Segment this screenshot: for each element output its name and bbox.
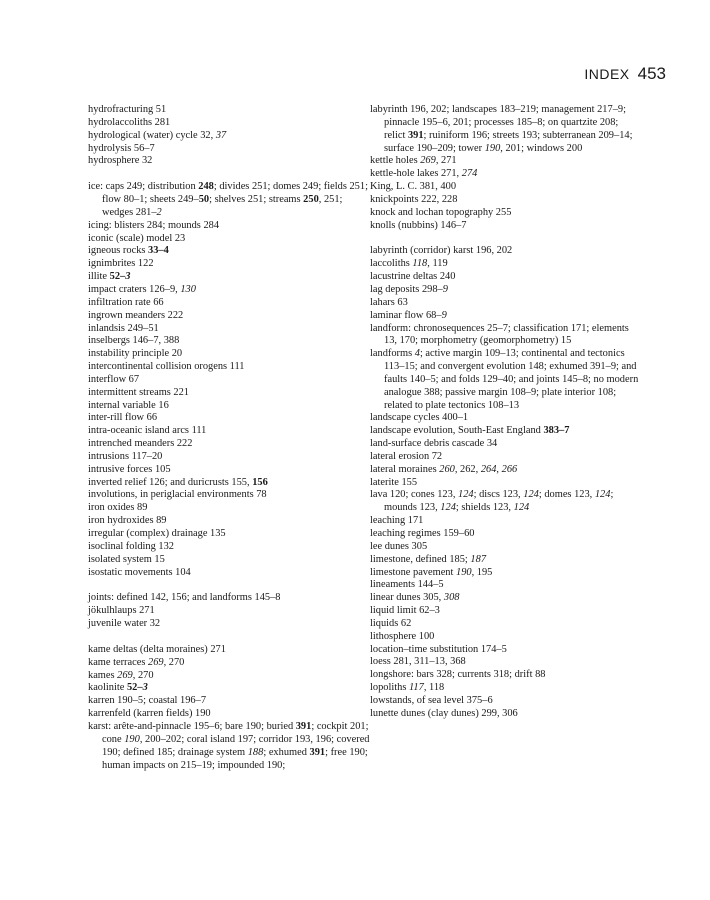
index-entry: lowstands, of sea level 375–6 [370,694,493,706]
index-entry: karst: arête-and-pinnacle 195–6; bare 190; buried 391; cockpit 201; cone 190, 200–202; coral island 197; corridor 193, 196; covered 190; defined 185; drainage system 188; exhumed 391; free 190; human impacts on 215–19; impounded 190; [88,720,370,771]
index-entry: landscape evolution, South-East England 383–7 [370,425,570,437]
index-entry: kames 269, 270 [88,669,154,681]
index-entry: igneous rocks 33–4 [88,245,169,257]
index-entry: inlandsis 249–51 [88,322,159,334]
index-entry: lateral erosion 72 [370,450,443,462]
index-column-left [88,104,370,772]
index-entry: hydrosphere 32 [88,155,153,167]
index-entry: lopoliths 117, 118 [370,682,445,694]
index-entry: lithosphere 100 [370,630,435,642]
index-entry: impact craters 126–9, 130 [88,283,196,295]
index-entry: intra-oceanic island arcs 111 [88,425,207,437]
index-entry: linear dunes 305, 308 [370,592,460,604]
index-entry: iron oxides 89 [88,502,148,514]
index-entry: lee dunes 305 [370,540,428,552]
index-entry: hydrofracturing 51 [88,104,167,115]
index-entry: interflow 67 [88,373,140,385]
index-entry: intermittent streams 221 [88,386,189,398]
index-entry: kame deltas (delta moraines) 271 [88,643,226,655]
index-label: INDEX [584,66,630,82]
index-entry: labyrinth 196, 202; landscapes 183–219; management 217–9; pinnacle 195–6, 201; processes 185–8; on quartzite 208; relict 391; ruiniform 196; streets 193; subterranean 209–14; surface 190–209; tower 190, 201; windows 200 [370,104,633,154]
index-entry: intrusions 117–20 [88,450,163,462]
index-entry: joints: defined 142, 156; and landforms 145–8 [88,592,281,604]
index-entry: intrenched meanders 222 [88,438,193,450]
index-entry: leaching 171 [370,515,424,527]
index-entry: location–time substitution 174–5 [370,643,507,655]
index-entry: landform: chronosequences 25–7; classification 171; elements 13, 170; morphometry (geomorphometry) 15 [370,322,629,347]
index-entry: karrenfeld (karren fields) 190 [88,708,211,720]
index-entry: loess 281, 311–13, 368 [370,656,466,668]
index-entry: lunette dunes (clay dunes) 299, 306 [370,707,518,719]
section-gap [88,168,370,181]
index-entry: inselbergs 146–7, 388 [88,335,180,347]
index-entry: limestone, defined 185; 187 [370,553,487,565]
index-entry: isolated system 15 [88,553,165,565]
index-entry: kettle-hole lakes 271, 274 [370,168,478,180]
index-entry: irregular (complex) drainage 135 [88,528,226,539]
index-entry: hydrolysis 56–7 [88,142,155,154]
index-entry: jökulhlaups 271 [88,605,155,617]
index-entry: lineaments 144–5 [370,579,444,591]
index-entry: lacustrine deltas 240 [370,271,456,283]
index-entry: inter-rill flow 66 [88,412,158,424]
section-gap [370,232,640,245]
index-entry: labyrinth (corridor) karst 196, 202 [370,245,513,257]
index-entry: instability principle 20 [88,348,183,360]
index-entry: King, L. C. 381, 400 [370,181,457,193]
index-entry: longshore: bars 328; currents 318; drift 88 [370,669,546,681]
index-entry: lag deposits 298–9 [370,283,448,295]
index-column-right [370,104,640,721]
index-entry: knolls (nubbins) 146–7 [370,219,467,231]
running-head [584,64,666,84]
index-entry: kettle holes 269, 271 [370,155,457,167]
index-entry: lava 120; cones 123, 124; discs 123, 124; domes 123, 124; mounds 123, 124; shields 123, 124 [370,489,614,514]
index-entry: limestone pavement 190, 195 [370,566,493,578]
index-entry: involutions, in periglacial environments 78 [88,489,267,501]
index-entry: infiltration rate 66 [88,296,164,308]
page-number: 453 [637,64,666,83]
index-entry: liquids 62 [370,617,412,629]
index-entry: intercontinental collision orogens 111 [88,361,245,373]
index-entry: iconic (scale) model 23 [88,232,186,244]
index-entry: icing: blisters 284; mounds 284 [88,219,220,231]
index-entry: karren 190–5; coastal 196–7 [88,695,207,707]
index-entry: laccoliths 118, 119 [370,258,448,270]
index-entry: leaching regimes 159–60 [370,528,475,539]
index-entry: juvenile water 32 [88,618,161,630]
index-entry: kame terraces 269, 270 [88,656,185,668]
section-gap [88,579,370,592]
index-entry: laminar flow 68–9 [370,309,447,321]
index-entry: intrusive forces 105 [88,463,171,475]
index-entry: ingrown meanders 222 [88,309,184,321]
index-entry: iron hydroxides 89 [88,515,167,527]
index-entry: hydrological (water) cycle 32, 37 [88,129,227,141]
index-entry: landforms 4; active margin 109–13; continental and tectonics 113–15; and convergent evolution 148; exhumed 391–9; and faults 140–5; and folds 129–40; and joints 145–8; no modern analogue 388; passive margin 108–9; plate interior 108; related to plate tectonics 108–13 [370,348,639,411]
index-entry: knock and lochan topography 255 [370,206,512,218]
index-entry: hydrolaccoliths 281 [88,116,171,128]
index-entry: isoclinal folding 132 [88,540,175,552]
index-entry: knickpoints 222, 228 [370,193,458,205]
index-entry: ignimbrites 122 [88,258,154,270]
section-gap [88,631,370,644]
index-entry: ice: caps 249; distribution 248; divides 251; domes 249; fields 251; flow 80–1; sheets 249–50; shelves 251; streams 250, 251; wedges 281–2 [88,181,368,218]
index-entry: lahars 63 [370,296,408,308]
index-entry: internal variable 16 [88,399,169,411]
index-entry: inverted relief 126; and duricrusts 155, 156 [88,476,268,488]
index-entry: lateral moraines 260, 262, 264, 266 [370,463,518,475]
index-entry: laterite 155 [370,476,418,488]
index-entry: kaolinite 52–3 [88,682,148,694]
index-entry: land-surface debris cascade 34 [370,438,498,450]
index-entry: isostatic movements 104 [88,566,191,578]
index-entry: illite 52–3 [88,271,131,283]
index-entry: landscape cycles 400–1 [370,412,469,424]
index-entry: liquid limit 62–3 [370,605,440,617]
